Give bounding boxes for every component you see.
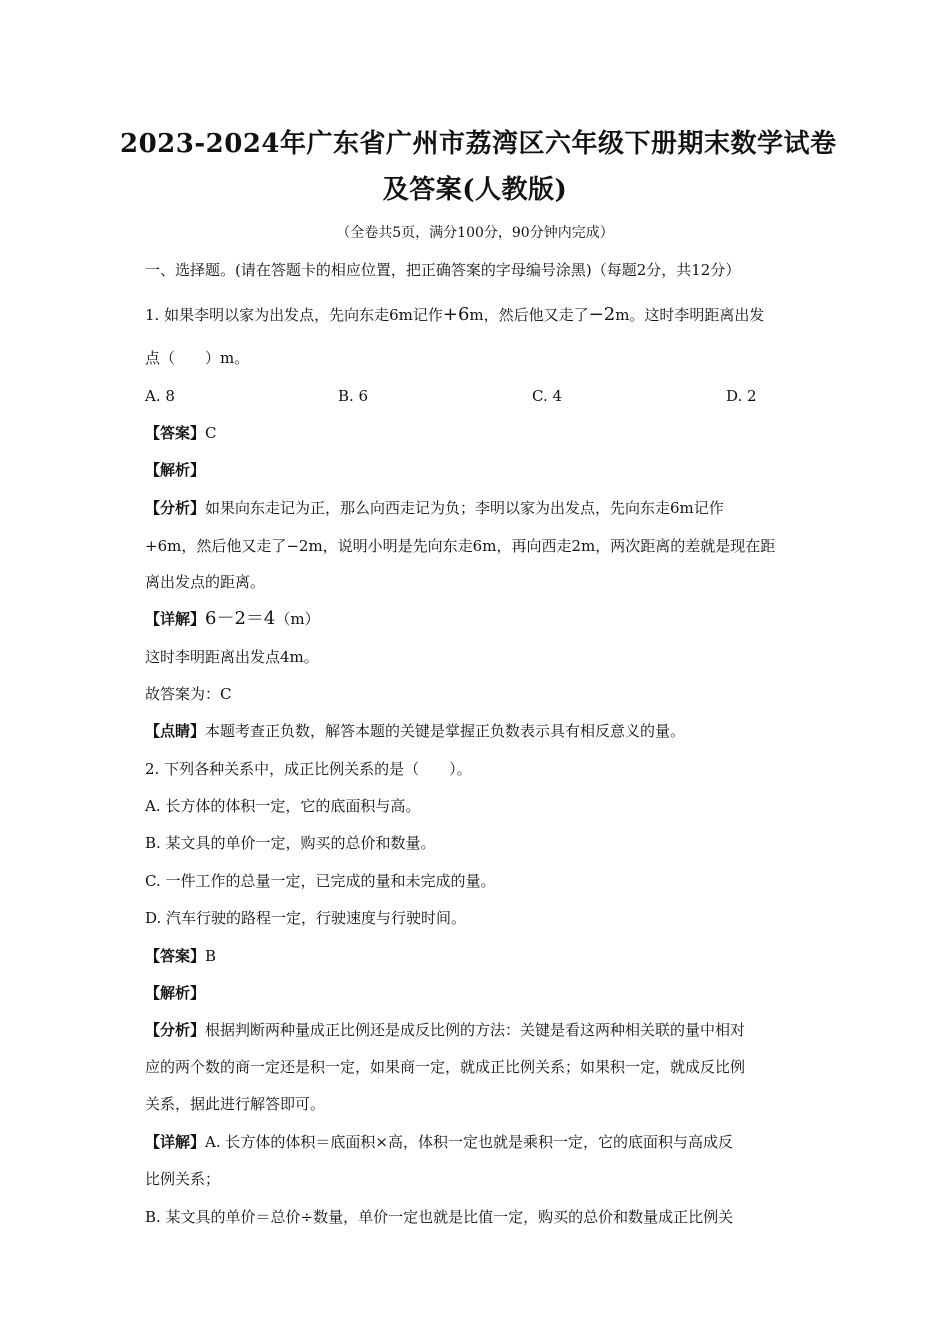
q2-fenxi-line-3: 关系，据此进行解答即可。: [145, 1095, 326, 1113]
q2-xiangjie-label: 【详解】: [145, 1133, 206, 1151]
document-subtitle: （全卷共5页，满分100分，90分钟内完成）: [336, 225, 614, 241]
q1-xiangjie-unit: （m）: [275, 610, 320, 628]
q1-option-a: A. 8: [145, 387, 175, 405]
q1-dianjing-text: 本题考查正负数，解答本题的关键是掌握正负数表示具有相反意义的量。: [205, 722, 686, 740]
q2-xiangjie-line-3: B. 某文具的单价＝总价÷数量，单价一定也就是比值一定，购买的总价和数量成正比例关: [145, 1208, 734, 1226]
document-title-line-2: 及答案(人教版): [382, 175, 568, 205]
q2-fenxi-text-1: 根据判断两种量成正比例还是成反比例的方法：关键是看这两种相关联的量中相对: [205, 1021, 746, 1039]
q1-fenxi-label: 【分析】: [145, 499, 206, 517]
q1-fenxi-line-1: [145, 496, 724, 520]
q2-option-a: A. 长方体的体积一定，它的底面积与高。: [145, 797, 421, 815]
q2-xiangjie-text-1: A. 长方体的体积＝底面积×高，体积一定也就是乘积一定，它的底面积与高成反: [205, 1133, 733, 1151]
q2-xiangjie-line-2: 比例关系；: [145, 1170, 221, 1188]
q1-answer: 【答案】C: [145, 424, 217, 442]
q1-analysis-label: 【解析】: [145, 461, 206, 479]
q2-fenxi-label: 【分析】: [145, 1021, 206, 1039]
q2-option-d: D. 汽车行驶的路程一定，行驶速度与行驶时间。: [145, 909, 467, 927]
q2-analysis-label: 【解析】: [145, 984, 206, 1002]
q1-fenxi-text-1: 如果向东走记为正，那么向西走记为负；李明以家为出发点，先向东走6m记作: [205, 499, 724, 517]
q2-answer: 【答案】B: [145, 947, 217, 965]
q1-stem-line-1: [145, 303, 764, 327]
q1-stem-text-1: 1. 如果李明以家为出发点，先向东走6m记作: [145, 306, 443, 324]
q1-option-c: C. 4: [532, 387, 563, 405]
q1-xiangjie-line: [145, 607, 320, 631]
q1-stem-text-3: m。这时李明距离出发: [615, 306, 765, 324]
q1-option-d: D. 2: [726, 387, 757, 405]
q2-option-b: B. 某文具的单价一定，购买的总价和数量。: [145, 834, 436, 852]
q1-result-line: 这时李明距离出发点4m。: [145, 648, 319, 666]
section-heading: 一、选择题。(请在答题卡的相应位置，把正确答案的字母编号涂黑)（每题2分，共12分）: [145, 261, 741, 279]
q1-final-line: 故答案为：C: [145, 685, 232, 703]
q2-option-c: C. 一件工作的总量一定，已完成的量和未完成的量。: [145, 872, 496, 890]
q1-xiangjie-math: 6－2＝4: [205, 608, 276, 629]
q1-stem-math-2: −2: [588, 304, 616, 325]
q2-xiangjie-line-1: [145, 1130, 733, 1154]
q1-dianjing-label: 【点睛】: [145, 722, 206, 740]
q1-fenxi-line-2: +6m，然后他又走了−2m，说明小明是先向东走6m，再向西走2m，两次距离的差就是现在距: [145, 537, 776, 555]
q2-stem: 2. 下列各种关系中，成正比例关系的是（ ）。: [145, 760, 472, 778]
document-title-line-1: 2023-2024年广东省广州市荔湾区六年级下册期末数学试卷: [120, 129, 837, 159]
q1-stem-math-1: +6: [442, 304, 470, 325]
q1-dianjing-line: [145, 719, 685, 743]
q1-fenxi-line-3: 离出发点的距离。: [145, 573, 266, 591]
q1-option-b: B. 6: [338, 387, 369, 405]
q2-fenxi-line-2: 应的两个数的商一定还是积一定，如果商一定，就成正比例关系；如果积一定，就成反比例: [145, 1058, 746, 1076]
q1-stem-text-2: m，然后他又走了: [469, 306, 589, 324]
q2-fenxi-line-1: [145, 1018, 745, 1042]
q1-xiangjie-label: 【详解】: [145, 610, 206, 628]
q1-stem-line-2: 点（ ）m。: [145, 349, 250, 367]
